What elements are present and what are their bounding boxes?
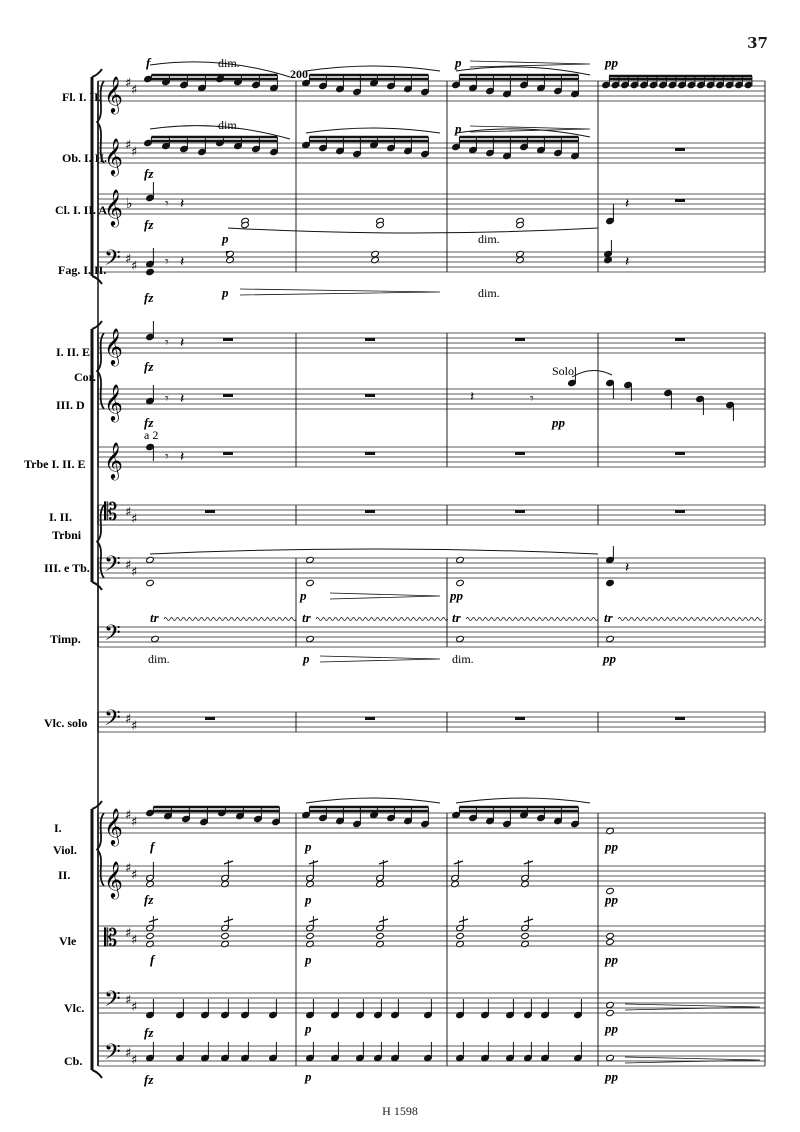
slur [228, 228, 598, 233]
marking-pp: pp [603, 651, 616, 666]
rest: 𝄽 [180, 449, 185, 465]
marking-dim: dim. [478, 232, 500, 246]
footer-code: H 1598 [382, 1104, 418, 1118]
instrument-label: I. [54, 821, 62, 835]
notehead [306, 940, 315, 947]
whole-rest [223, 338, 233, 341]
key-sharp: ♯ [131, 719, 138, 734]
barlines [98, 81, 765, 1066]
marking-f: f [146, 55, 151, 70]
marking-f: f [150, 952, 155, 967]
clef: 𝄢 [104, 1040, 121, 1070]
clef: 𝄢 [104, 987, 121, 1017]
key-sharp: ♯ [131, 1053, 138, 1068]
staff-timpani [98, 627, 765, 647]
notehead [306, 880, 315, 887]
clef: 𝄞 [104, 383, 123, 421]
rest: 𝄾 [165, 335, 169, 351]
marking-solo: Solo [552, 364, 575, 378]
rest: 𝄽 [180, 196, 185, 212]
trill-line [164, 618, 296, 621]
instrument-label: Trbni [52, 528, 82, 542]
bracket-top [92, 321, 102, 329]
notehead [606, 932, 615, 939]
instrument-label: I. II. [49, 510, 73, 524]
key-sharp: ♯ [131, 145, 138, 160]
notehead [606, 938, 615, 945]
marking-p: p [455, 121, 462, 136]
key-sharp: ♯ [125, 808, 132, 823]
marking-p: p [305, 952, 312, 967]
notehead [221, 880, 230, 887]
whole-rest [365, 510, 375, 513]
rest: 𝄽 [180, 335, 185, 351]
instrument-label: Vle [59, 934, 77, 948]
key-sharp: ♯ [125, 138, 132, 153]
notehead [306, 579, 315, 586]
bracket-top [92, 801, 102, 809]
instrument-label: Timp. [50, 632, 81, 646]
marking-a2: a 2 [144, 428, 159, 442]
rest: 𝄽 [180, 391, 185, 407]
bracket-top [92, 69, 102, 77]
notehead [606, 1009, 615, 1016]
key-sharp: ♯ [131, 259, 138, 274]
marking-tr: tr [302, 610, 311, 625]
measure-number: 200 [290, 67, 308, 81]
marking-fz: fz [144, 1072, 154, 1087]
marking-dim: dim. [148, 652, 170, 666]
instrument-label: Fl. I. II. [62, 90, 102, 104]
marking-dim: dim. [478, 286, 500, 300]
instrument-label: Vlc. solo [44, 716, 88, 730]
whole-rest [205, 510, 215, 513]
whole-rest [223, 394, 233, 397]
marking-p: p [300, 588, 307, 603]
marking-pp: pp [605, 952, 618, 967]
bracket-bottom [92, 1070, 102, 1078]
marking-dim: dim. [452, 652, 474, 666]
hairpin [320, 656, 440, 662]
notehead [456, 579, 465, 586]
marking-fz: fz [144, 217, 154, 232]
slur [572, 370, 612, 377]
rest: 𝄾 [165, 391, 169, 407]
notehead [456, 635, 465, 642]
slur [150, 549, 598, 554]
key-sharp: ♯ [131, 1000, 138, 1015]
clef: 𝄞 [104, 188, 123, 226]
instrument-label: Ob. I. II. [62, 151, 108, 165]
key-sharp: ♯ [131, 933, 138, 948]
clef: 𝄞 [104, 75, 123, 113]
notehead [606, 1001, 615, 1008]
instrument-label: Cor. [74, 370, 96, 384]
marking-fz: fz [144, 415, 154, 430]
marking-pp: pp [552, 415, 565, 430]
clef: 𝄢 [104, 552, 121, 582]
key-sharp: ♯ [125, 252, 132, 267]
marking-tr: tr [604, 610, 613, 625]
notehead [606, 827, 615, 834]
notehead [146, 556, 155, 563]
marking-p: p [303, 651, 310, 666]
staff-cello-solo [98, 712, 765, 732]
notehead [606, 635, 615, 642]
notehead [606, 1054, 615, 1061]
slur [456, 798, 590, 803]
slur [306, 66, 440, 71]
notehead [306, 556, 315, 563]
key-sharp: ♯ [125, 505, 132, 520]
trill-line [618, 618, 762, 621]
rest: 𝄾 [530, 391, 534, 407]
instrument-label: Trbe I. II. E [24, 457, 86, 471]
instrument-label: III. e Tb. [44, 561, 90, 575]
notes [144, 62, 753, 1062]
notehead [226, 256, 235, 263]
whole-rest [515, 338, 525, 341]
expression-markings [144, 55, 762, 1087]
marking-p: p [305, 1021, 312, 1036]
staff-violin-2 [98, 866, 765, 886]
instrument-label: Fag. I. II. [58, 263, 107, 277]
key-sharp: ♯ [125, 76, 132, 91]
key-sharp: ♯ [131, 815, 138, 830]
whole-rest [515, 510, 525, 513]
rest: 𝄽 [625, 560, 630, 576]
clefs-and-keys [104, 75, 137, 1070]
staff-violas [98, 926, 765, 946]
notehead [221, 932, 230, 939]
marking-p: p [222, 231, 229, 246]
marking-fz: fz [144, 1025, 154, 1040]
key-sharp: ♯ [125, 993, 132, 1008]
whole-rest [223, 452, 233, 455]
key-sharp: ♯ [125, 558, 132, 573]
staff-horns-e [98, 333, 765, 353]
notehead [456, 556, 465, 563]
marking-pp: pp [605, 1021, 618, 1036]
marking-dim: dim. [218, 118, 240, 132]
marking-fz: fz [144, 290, 154, 305]
slur [306, 128, 440, 133]
instrument-label: III. D [56, 398, 85, 412]
rest: 𝄾 [165, 254, 169, 270]
notehead [146, 940, 155, 947]
instrument-label: Viol. [53, 843, 77, 857]
notehead [146, 880, 155, 887]
bracket-bottom [92, 276, 102, 284]
staff-bassoons [98, 252, 765, 272]
marking-fz: fz [144, 359, 154, 374]
slur [306, 798, 440, 803]
notehead [456, 940, 465, 947]
marking-pp: pp [605, 839, 618, 854]
marking-dim: dim. [218, 56, 240, 70]
notehead [376, 932, 385, 939]
notehead [221, 940, 230, 947]
whole-rest [675, 510, 685, 513]
bracket-bottom [92, 582, 102, 590]
key-sharp: ♯ [125, 712, 132, 727]
notehead [146, 579, 155, 586]
whole-rest [515, 717, 525, 720]
staff-trombone-3-tuba [98, 558, 765, 578]
marking-p: p [305, 839, 312, 854]
notehead [376, 940, 385, 947]
marking-f: f [150, 839, 155, 854]
rest: 𝄽 [625, 196, 630, 212]
notehead [451, 880, 460, 887]
key-sharp: ♯ [131, 83, 138, 98]
instrument-label: Vlc. [64, 1001, 85, 1015]
clef: 𝄢 [104, 621, 121, 651]
notehead [371, 250, 380, 257]
clef: 𝄢 [104, 246, 121, 276]
rest: 𝄾 [165, 449, 169, 465]
rest: 𝄽 [625, 254, 630, 270]
whole-rest [675, 717, 685, 720]
hairpin [330, 593, 440, 599]
instrument-labels [24, 90, 107, 1068]
instrument-label: Cl. I. II. A [55, 203, 108, 217]
rest: 𝄽 [470, 389, 475, 405]
hairpin [625, 1057, 760, 1063]
notehead [604, 256, 613, 263]
clef: 𝄞 [104, 441, 123, 479]
hairpin [625, 1004, 760, 1010]
marking-pp: pp [605, 1069, 618, 1084]
page-number: 37 [747, 34, 768, 52]
notehead [456, 932, 465, 939]
key-sharp: ♯ [125, 861, 132, 876]
notehead [521, 940, 530, 947]
whole-rest [365, 717, 375, 720]
staff-violin-1 [98, 813, 765, 833]
whole-rest [675, 148, 685, 151]
notehead [306, 635, 315, 642]
key-sharp: ♯ [125, 1046, 132, 1061]
whole-rest [365, 338, 375, 341]
marking-tr: tr [452, 610, 461, 625]
key-sharp: ♯ [131, 868, 138, 883]
key-sharp: ♯ [125, 926, 132, 941]
instrument-label: I. II. E [56, 345, 91, 359]
whole-rest [675, 452, 685, 455]
marking-tr: tr [150, 610, 159, 625]
notehead [146, 268, 155, 275]
rest: 𝄽 [180, 254, 185, 270]
notehead [146, 932, 155, 939]
whole-rest [365, 394, 375, 397]
trill-line [466, 618, 598, 621]
notehead [606, 579, 615, 586]
marking-pp: pp [450, 588, 463, 603]
clef: 𝄞 [104, 807, 123, 845]
staves [98, 81, 765, 1066]
marking-fz: fz [144, 166, 154, 181]
hairpin [470, 61, 590, 67]
marking-pp: pp [605, 55, 618, 70]
marking-p: p [305, 1069, 312, 1084]
whole-rest [675, 338, 685, 341]
clef: 𝄞 [104, 137, 123, 175]
staff-trombones-1-2 [98, 505, 765, 525]
clef: 𝄢 [104, 706, 121, 736]
notehead [516, 250, 525, 257]
whole-rest [205, 717, 215, 720]
marking-pp: pp [605, 892, 618, 907]
notehead [371, 256, 380, 263]
instrument-label: Cb. [64, 1054, 83, 1068]
key-sharp: ♯ [131, 512, 138, 527]
notehead [306, 932, 315, 939]
clef: 𝄡 [104, 924, 118, 952]
key-flat: ♭ [126, 196, 133, 212]
hairpin [240, 289, 440, 295]
notehead [151, 635, 160, 642]
whole-rest [515, 452, 525, 455]
marking-fz: fz [144, 892, 154, 907]
whole-rest [365, 452, 375, 455]
rest: 𝄾 [165, 196, 169, 212]
instrument-label: II. [58, 868, 71, 882]
marking-p: p [305, 892, 312, 907]
notehead [521, 880, 530, 887]
staff-trumpets [98, 447, 765, 467]
notehead [376, 880, 385, 887]
key-sharp: ♯ [131, 565, 138, 580]
whole-rest [675, 199, 685, 202]
clef: 𝄞 [104, 327, 123, 365]
marking-p: p [455, 55, 462, 70]
marking-p: p [222, 285, 229, 300]
notehead [521, 932, 530, 939]
clef: 𝄞 [104, 860, 123, 898]
clef: 𝄡 [104, 498, 118, 526]
trill-line [316, 618, 448, 621]
staff-clarinets [98, 194, 765, 214]
notehead [516, 256, 525, 263]
